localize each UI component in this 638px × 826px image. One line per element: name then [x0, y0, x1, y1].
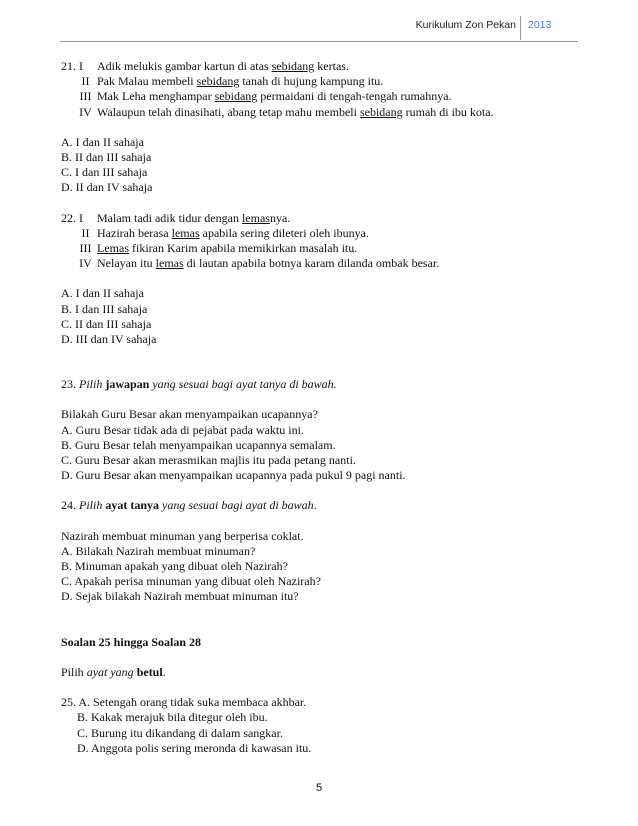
q24-option-d: D. Sejak bilakah Nazirah membuat minuman itu? [61, 589, 299, 604]
question-22 [61, 211, 581, 348]
q25-option-a: 25. A. Setengah orang tidak suka membaca akhbar. [61, 695, 307, 710]
q21-option-d: D. II dan IV sahaja [61, 180, 153, 195]
q24-option-b: B. Minuman apakah yang dibuat oleh Nazirah? [61, 559, 288, 574]
q21-item-3-post: permaidani di tengah-tengah rumahnya. [257, 89, 452, 104]
q22-option-b: B. I dan III sahaja [61, 301, 148, 316]
q21-item-4-post: rumah di ibu kota. [402, 104, 494, 119]
section-heading [61, 635, 581, 650]
q21-item-4-pre: Walaupun telah dinasihati, abang tetap mahu membeli [97, 104, 360, 119]
q21-item-1 [61, 59, 581, 74]
header-divider [520, 16, 521, 40]
q21-item-1-post: kertas. [314, 59, 349, 73]
q22-item-2-post: apabila sering dileteri oleh ibunya. [199, 225, 369, 240]
q22-option-c: C. II dan III sahaja [61, 316, 152, 331]
q22-item-3-roman: III [79, 241, 92, 256]
q22-item-4-word: lemas [155, 256, 184, 271]
q24-prompt-b: yang sesuai bagi ayat di bawah [159, 498, 314, 513]
q22-item-4-roman: IV [79, 256, 92, 271]
q23-prompt-bold: jawapan [105, 377, 150, 392]
q22-item-2-pre: Hazirah berasa [97, 225, 172, 240]
q25-option-c: C. Burung itu dikandang di dalam sangkar. [77, 725, 283, 740]
question-24 [61, 498, 581, 604]
q22-item-2 [61, 226, 581, 241]
q22-option-a: A. I dan II sahaja [61, 286, 144, 301]
q23-prompt-b: yang sesuai bagi ayat tanya di bawah. [149, 377, 337, 392]
q23-option-c: C. Guru Besar akan merasmikan majlis itu pada petang nanti. [61, 453, 356, 468]
q21-item-2-roman: II [81, 74, 90, 89]
q24-prompt-a: Pilih [79, 498, 106, 513]
q22-item-3 [61, 241, 581, 256]
q24-number: 24. [61, 498, 79, 513]
q24-option-c: C. Apakah perisa minuman yang dibuat oleh Nazirah? [61, 574, 321, 589]
q22-number: 22. I [61, 210, 83, 225]
q21-item-4-roman: IV [79, 104, 92, 119]
q21-item-2-post: tanah di hujung kampung itu. [239, 74, 384, 89]
header-rule [60, 41, 578, 42]
q21-number: 21. I [61, 59, 83, 73]
q24-prompt-bold: ayat tanya [105, 498, 160, 513]
question-21 [61, 59, 581, 196]
header-year: 2013 [528, 19, 552, 31]
instruction-end: . [162, 664, 166, 679]
q21-option-b: B. II dan III sahaja [61, 150, 152, 165]
q22-item-1-word: lemas [241, 210, 270, 225]
q21-item-1-word: sebidang [271, 59, 315, 73]
q21-item-3 [61, 89, 581, 104]
q23-prompt-a: Pilih [79, 377, 106, 392]
q25-option-b: B. Kakak merajuk bila ditegur oleh ibu. [77, 710, 268, 725]
q21-item-3-pre: Mak Leha menghampar [97, 89, 215, 104]
q22-item-3-word: Lemas [97, 241, 129, 256]
q21-item-3-word: sebidang [214, 89, 258, 104]
q21-item-2-word: sebidang [196, 74, 240, 89]
section-instruction [61, 665, 581, 680]
q24-stem: Nazirah membuat minuman yang berperisa coklat. [61, 528, 304, 543]
q23-option-a: A. Guru Besar tidak ada di pejabat pada waktu ini. [61, 422, 304, 437]
q21-item-1-pre: Adik melukis gambar kartun di atas [97, 59, 272, 73]
q22-item-4-pre: Nelayan itu [97, 256, 156, 271]
q23-stem: Bilakah Guru Besar akan menyampaikan ucapannya? [61, 407, 318, 422]
q21-item-4 [61, 105, 581, 120]
q22-item-4 [61, 256, 581, 271]
q23-prompt [61, 377, 581, 392]
q21-item-2 [61, 74, 581, 89]
q24-option-a: A. Bilakah Nazirah membuat minuman? [61, 543, 256, 558]
question-25 [61, 695, 581, 756]
q22-item-2-word: lemas [171, 225, 200, 240]
q24-prompt-end: . [313, 498, 317, 513]
q22-item-4-post: di lautan apabila botnya karam dilanda ombak besar. [183, 256, 440, 271]
q22-item-1-post: nya. [269, 210, 291, 225]
page-content [61, 59, 581, 756]
q22-item-3-post: fikiran Karim apabila memikirkan masalah itu. [129, 241, 358, 256]
q21-option-a: A. I dan II sahaja [61, 134, 144, 149]
q21-option-c: C. I dan III sahaja [61, 165, 148, 180]
header-title: Kurikulum Zon Pekan [415, 19, 516, 31]
page-header [0, 16, 638, 38]
section-title: Soalan 25 hingga Soalan 28 [61, 634, 202, 649]
q25-option-d: D. Anggota polis sering meronda di kawasan itu. [77, 740, 312, 755]
q23-option-b: B. Guru Besar telah menyampaikan ucapannya semalam. [61, 437, 336, 452]
page-number: 5 [315, 782, 323, 794]
instruction-a: Pilih [61, 664, 87, 679]
q21-item-4-word: sebidang [359, 104, 403, 119]
q23-option-d: D. Guru Besar akan menyampaikan ucapannya pada pukul 9 pagi nanti. [61, 468, 406, 483]
instruction-bold: betul [136, 664, 163, 679]
q24-prompt [61, 498, 581, 513]
instruction-italic: ayat yang [86, 664, 134, 679]
q22-item-2-roman: II [81, 225, 90, 240]
q22-item-1 [61, 211, 581, 226]
q21-item-3-roman: III [79, 89, 92, 104]
q22-option-d: D. III dan IV sahaja [61, 332, 157, 347]
question-23 [61, 377, 581, 483]
q22-item-1-pre: Malam tadi adik tidur dengan [97, 210, 242, 225]
q21-item-2-pre: Pak Malau membeli [97, 74, 197, 89]
q23-number: 23. [61, 377, 79, 392]
